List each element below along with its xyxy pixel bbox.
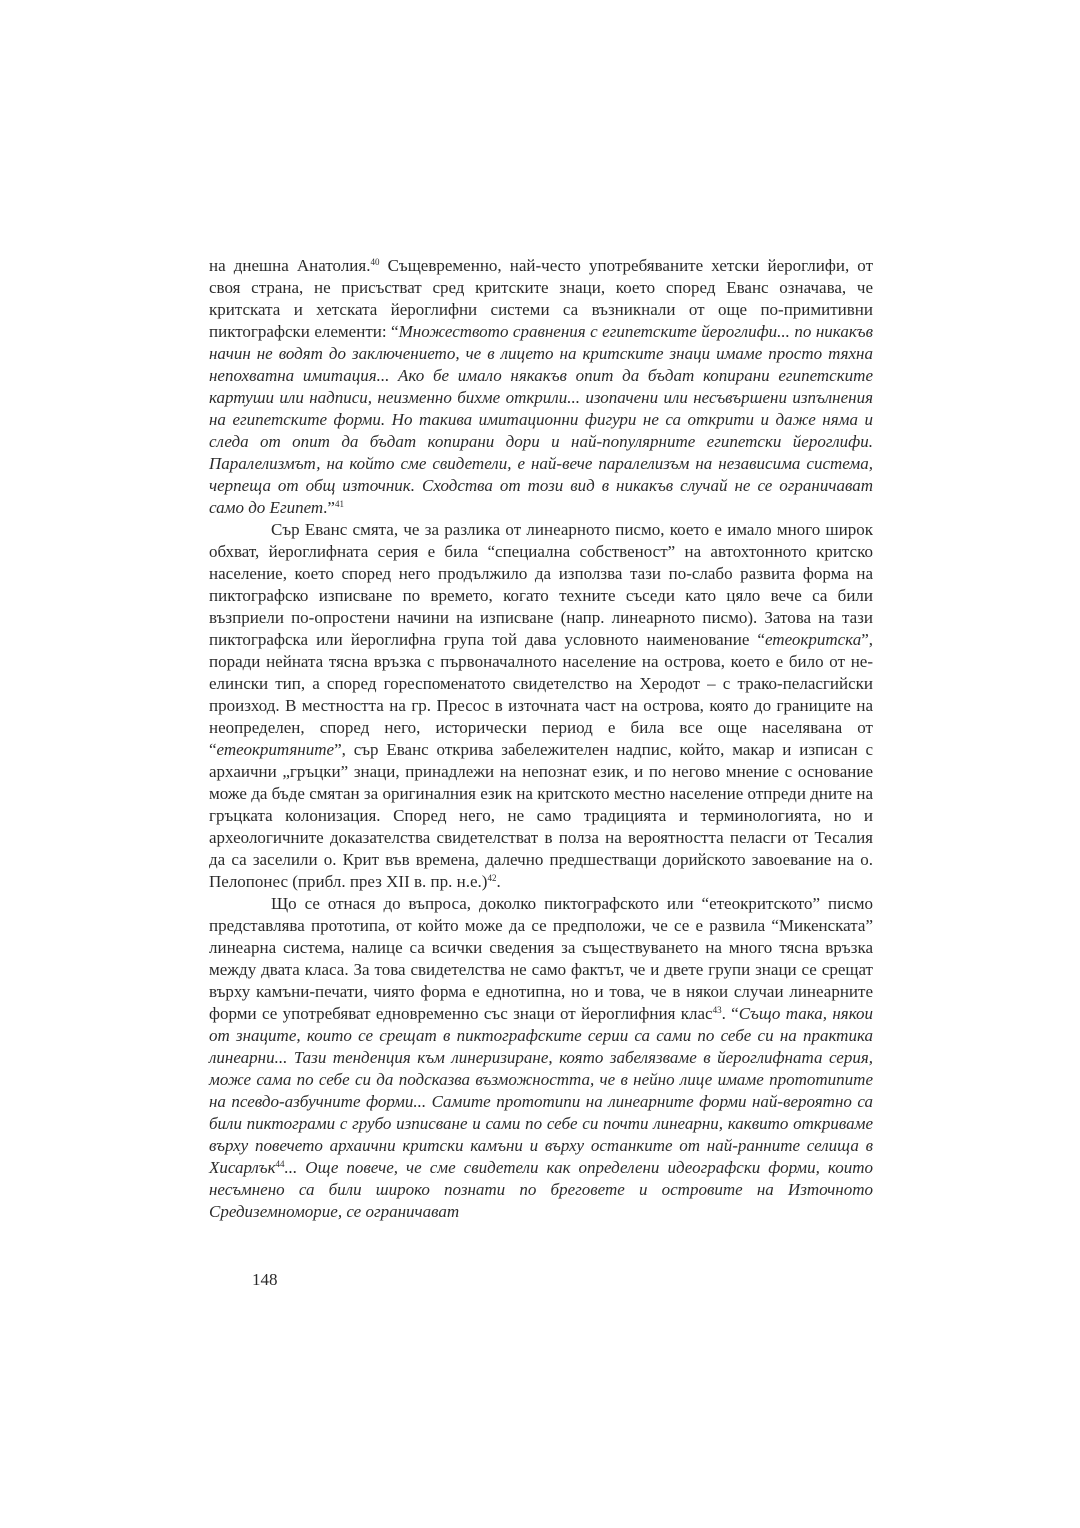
footnote-ref: 41 [334,499,344,509]
paragraph [209,519,873,893]
text-run: на днешна Анатолия. [209,256,371,275]
footnote-ref: 44 [275,1159,285,1169]
text-run: ”, сър Еванс открива забележителен надпис, който, макар и изписан с архаични „гръцки” знаци, принадлежи на непознат език, и по негово мнение с основание може да бъде смятан за оригиналния език на критското местно население отпреди дните на гръцката колонизация. Според него, не само традицията и терминологията, но и археологичните доказателства свидетелстват в полза на вероятността пеласги от Тесалия да са заселили о. Крит във времена, далечно предшестващи дорийското завоевание на о. Пелопонес (прибл. през XII в. пр. н.е.) [209,740,873,891]
text-run: .” [323,498,335,517]
paragraph [209,255,873,519]
text-run: . [496,872,501,891]
italic-quote: Множеството сравнения с египетските йероглифи... по никакъв начин не водят до заключението, че в лицето на критските знаци имаме просто тяхна непохватна имитация... Ако бе имало някакъв опит да бъдат копирани египетските картуши или надписи, неизменно бихме открили... изопачени или несъвършени изпълнения на египетските форми. Но такива имитационни фигури не са открити и даже няма и следа от опит да бъдат копирани дори и най-популярните египетски йероглифи. Паралелизмът, на който сме свидетели, е най-вече паралелизъм на независима система, черпеща от общ източник. Сходства от този вид в никакъв случай не се ограничават само до Египет [209,322,873,517]
paragraph [209,893,873,1223]
italic-quote: Също така, някои от знаците, които се срещат в пиктографските серии са сами по себе си на практика линеарни... Тази тенденция към линеризиране, която забелязваме в йероглифната серия, може сама по себе си да подсказва възможността, че в нейно лице имаме прототипите на псевдо-азбучните форми... Самите прототипи на линеарните форми най-вероятно са били пиктограми с грубо изписване и сами по себе си почти линеарни, каквито откриваме върху повечето архаични критски камъни и върху останките от най-ранните селища в Хисарлък [209,1004,874,1177]
italic-quote: ... Още повече, че сме свидетели как определени идеографски форми, които несъмнено са били широко познати по бреговете и островите на Източното Средиземноморие, се ограничават [209,1158,873,1221]
footnote-ref: 40 [370,257,380,267]
footnote-ref: 42 [487,873,497,883]
italic-quote: етеокритска [764,630,862,649]
text-run: ”, поради нейната тясна връзка с първоначалното население на острова, което е било от не-елински тип, а според гореспоменатото свидетелство на Херодот – с трако-пеласгийски произход. В местността на гр. Пресос в източната част на острова, която до границите на неопределен, според него, исторически период е била все още населявана от “ [209,630,873,759]
text-run: Сър Еванс смята, че за разлика от линеарното писмо, което е имало много широк обхват, йероглифната серия е била “специална собственост” на автохтонното критско население, което според него продължило да използва тази по-слабо развита форма на пиктографско изписване по времето, когато техните съседи като цяло вече са били възприели по-опростени начини на изписване (напр. линеарното писмо). Затова на тази пиктографска или йероглифна група той дава условното наименование “ [209,520,873,649]
page-number: 148 [252,1270,278,1289]
text-run: . “ [721,1004,739,1023]
body-text [209,255,873,1223]
footnote-ref: 43 [712,1005,722,1015]
text-run: Същевременно, най-често употребяваните хетски йероглифи, от своя страна, не присъстват сред критските знаци, което според Еванс означава, че критската и хетската йероглифни системи са възникнали от още по-примитивни пиктографски елементи: “ [209,256,873,341]
text-run: Що се отнася до въпроса, доколко пиктографското или “етеокритското” писмо представлява прототипа, от който може да се предположи, че се е развила “Микенската” линеарна система, налице са всички сведения за съществуването на много тясна връзка между двата класа. За това свидетелства не само фактът, че и двете групи знаци се срещат върху камъни-печати, чиято форма е еднотипна, но и това, че в някои случаи линеарните форми се употребяват едновременно със знаци от йероглифния клас [209,894,873,1023]
italic-quote: етеокритяните [216,740,335,759]
